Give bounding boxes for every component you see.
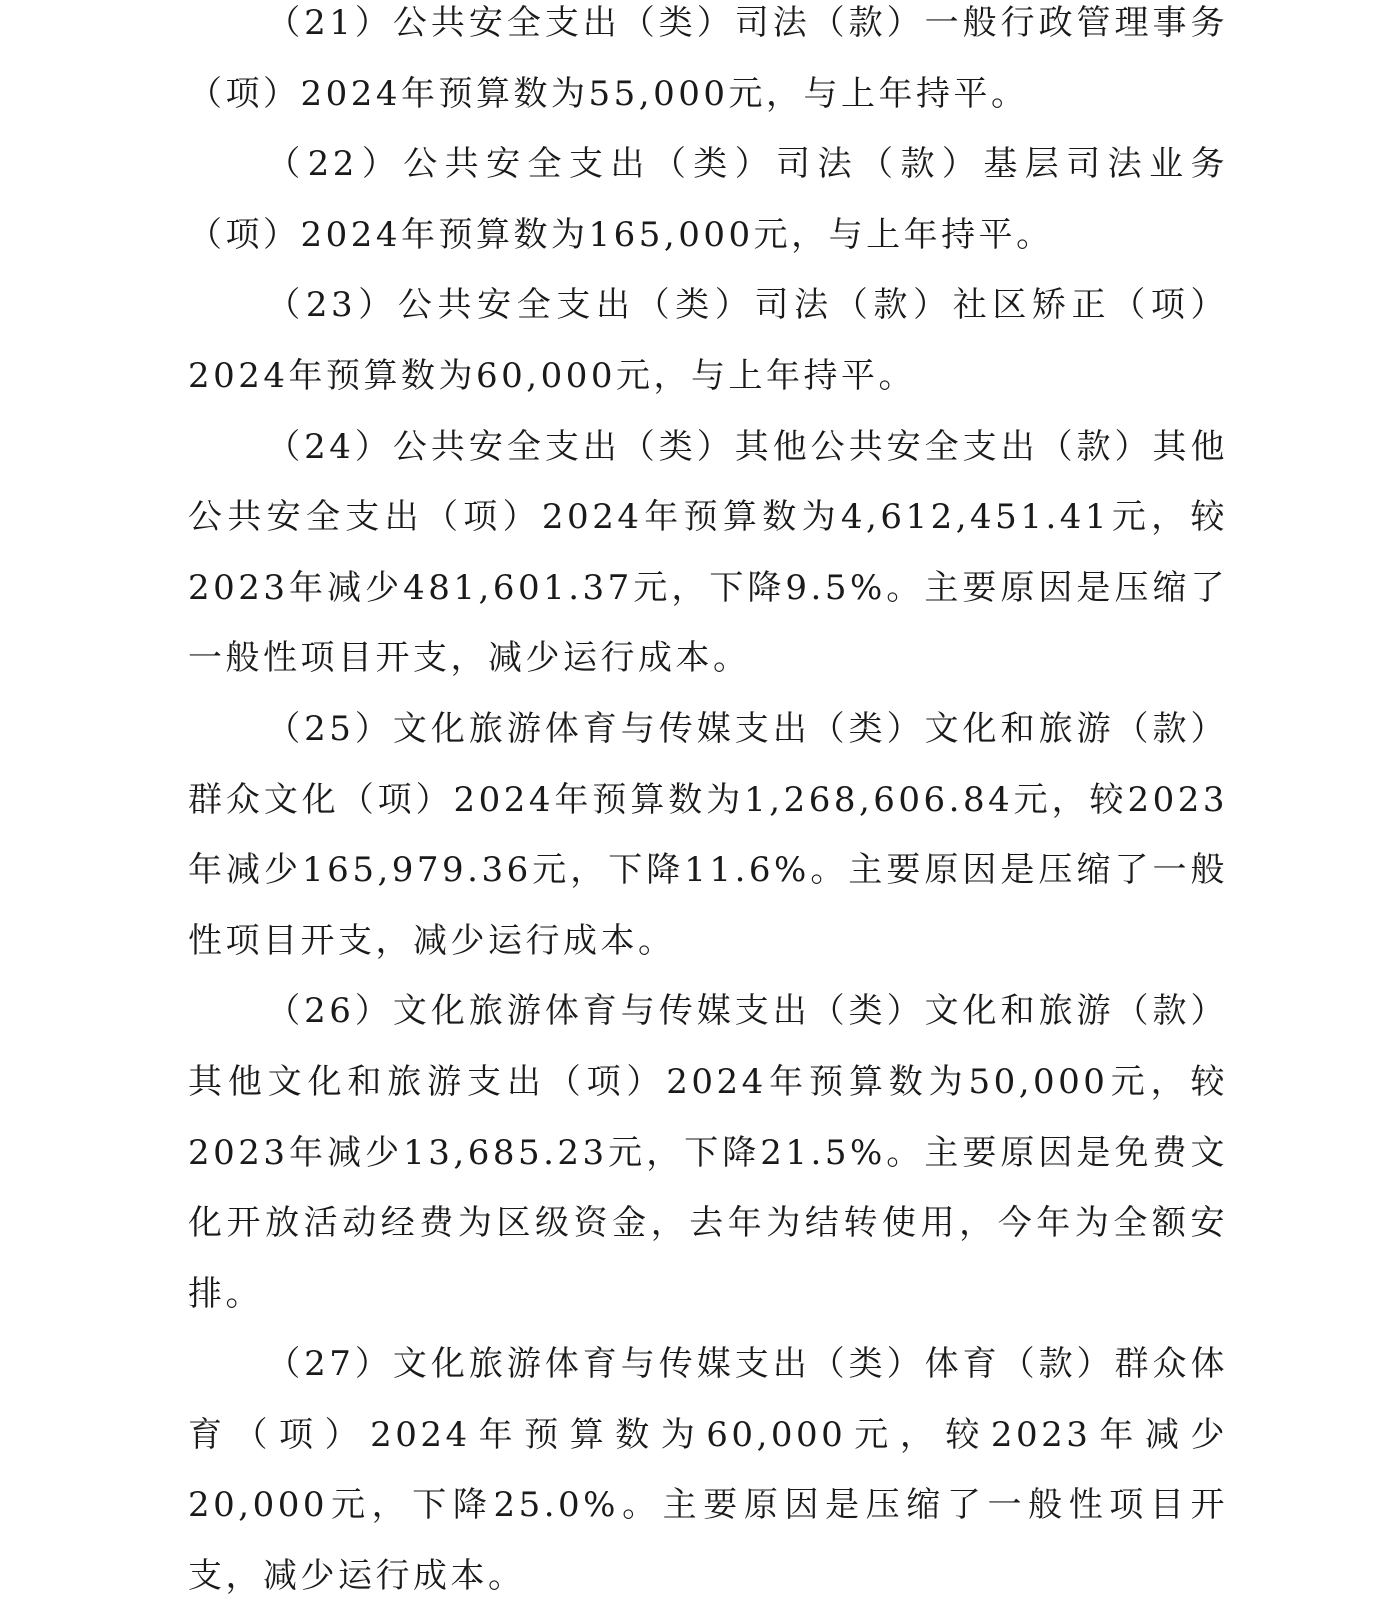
paragraph-27: （27）文化旅游体育与传媒支出（类）体育（款）群众体育（项）2024年预算数为60,000元，较2023年减少20,000元，下降25.0%。主要原因是压缩了一般性项目开支，减少运行成本。 xyxy=(188,1344,1228,1597)
paragraph-23: （23）公共安全支出（类）司法（款）社区矫正（项）2024年预算数为60,000元，与上年持平。 xyxy=(188,285,1228,396)
paragraph-25: （25）文化旅游体育与传媒支出（类）文化和旅游（款）群众文化（项）2024年预算数为1,268,606.84元，较2023年减少165,979.36元，下降11.6%。主要原因是压缩了一般性项目开支，减少运行成本。 xyxy=(188,708,1228,961)
paragraph-21: （21）公共安全支出（类）司法（款）一般行政管理事务（项）2024年预算数为55,000元，与上年持平。 xyxy=(188,3,1228,114)
paragraph-26: （26）文化旅游体育与传媒支出（类）文化和旅游（款）其他文化和旅游支出（项）2024年预算数为50,000元，较2023年减少13,685.23元，下降21.5%。主要原因是免费文化开放活动经费为区级资金，去年为结转使用，今年为全额安排。 xyxy=(188,991,1228,1314)
paragraph-24: （24）公共安全支出（类）其他公共安全支出（款）其他公共安全支出（项）2024年预算数为4,612,451.41元，较2023年减少481,601.37元，下降9.5%。主要原因是压缩了一般性项目开支，减少运行成本。 xyxy=(188,426,1228,679)
paragraph-22: （22）公共安全支出（类）司法（款）基层司法业务（项）2024年预算数为165,000元，与上年持平。 xyxy=(188,144,1228,255)
document-page xyxy=(188,0,1228,1612)
